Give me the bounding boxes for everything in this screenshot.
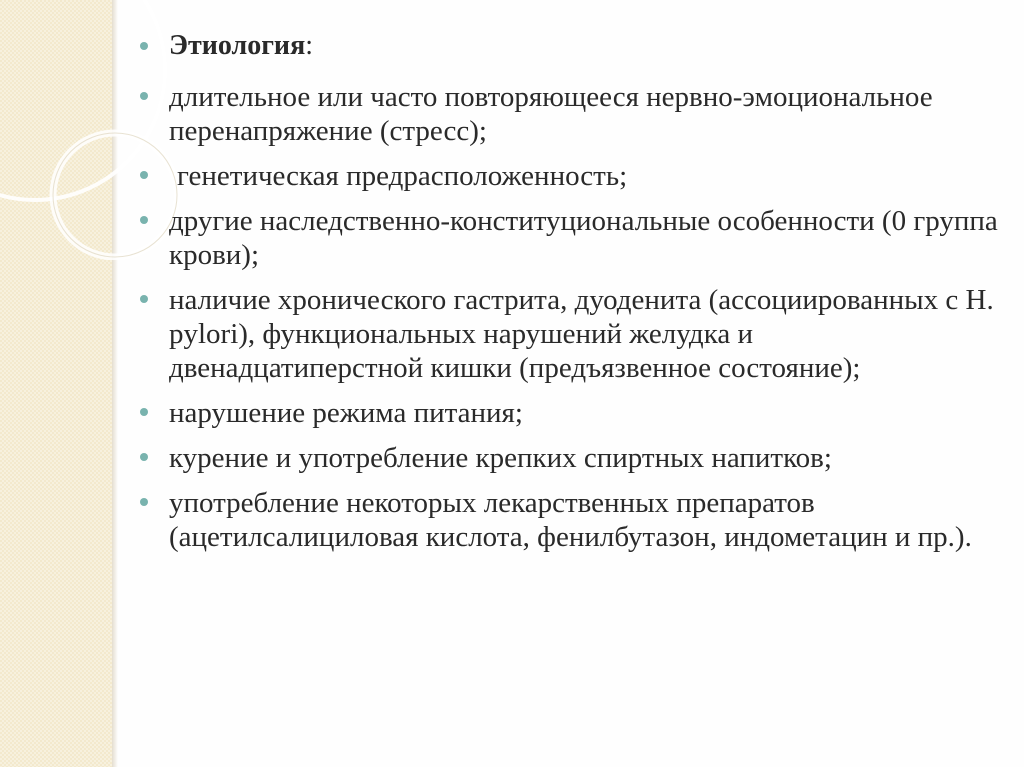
- list-item-text: длительное или часто повторяющееся нервно-эмоциональное перенапряжение (стресс);: [169, 81, 933, 147]
- slide-heading: Этиология: [169, 30, 306, 61]
- bullet-icon: [140, 92, 148, 100]
- bullet-icon: [140, 295, 148, 303]
- list-item: [137, 486, 1007, 554]
- bullet-icon: [140, 216, 148, 224]
- list-item-text: наличие хронического гастрита, дуоденита (ассоциированных с H. pylori), функциональных нарушений желудка и двенадцатиперстной кишки (предъязвенное состояние);: [169, 284, 994, 384]
- bullet-icon: [140, 453, 148, 461]
- bullet-icon: [140, 408, 148, 416]
- list-item-text: генетическая предрасположенность;: [177, 160, 628, 192]
- heading-item: [137, 28, 1007, 64]
- bullet-icon: [140, 498, 148, 506]
- list-item: [137, 159, 1007, 193]
- list-item: [137, 80, 1007, 148]
- list-item-text: нарушение режима питания;: [169, 397, 523, 429]
- list-item: [137, 283, 1007, 385]
- bullet-icon: [140, 42, 148, 50]
- list-item-text: другие наследственно-конституциональные особенности (0 группа крови);: [169, 205, 998, 271]
- list-item-text: курение и употребление крепких спиртных напитков;: [169, 442, 832, 474]
- list-item-text: употребление некоторых лекарственных препаратов (ацетилсалициловая кислота, фенилбутазон, индометацин и пр.).: [169, 487, 972, 553]
- bullet-icon: [140, 171, 148, 179]
- slide-content: [137, 28, 1007, 565]
- list-item: [137, 204, 1007, 272]
- list-item: [137, 396, 1007, 430]
- heading-colon: :: [305, 30, 313, 61]
- list-item: [137, 441, 1007, 475]
